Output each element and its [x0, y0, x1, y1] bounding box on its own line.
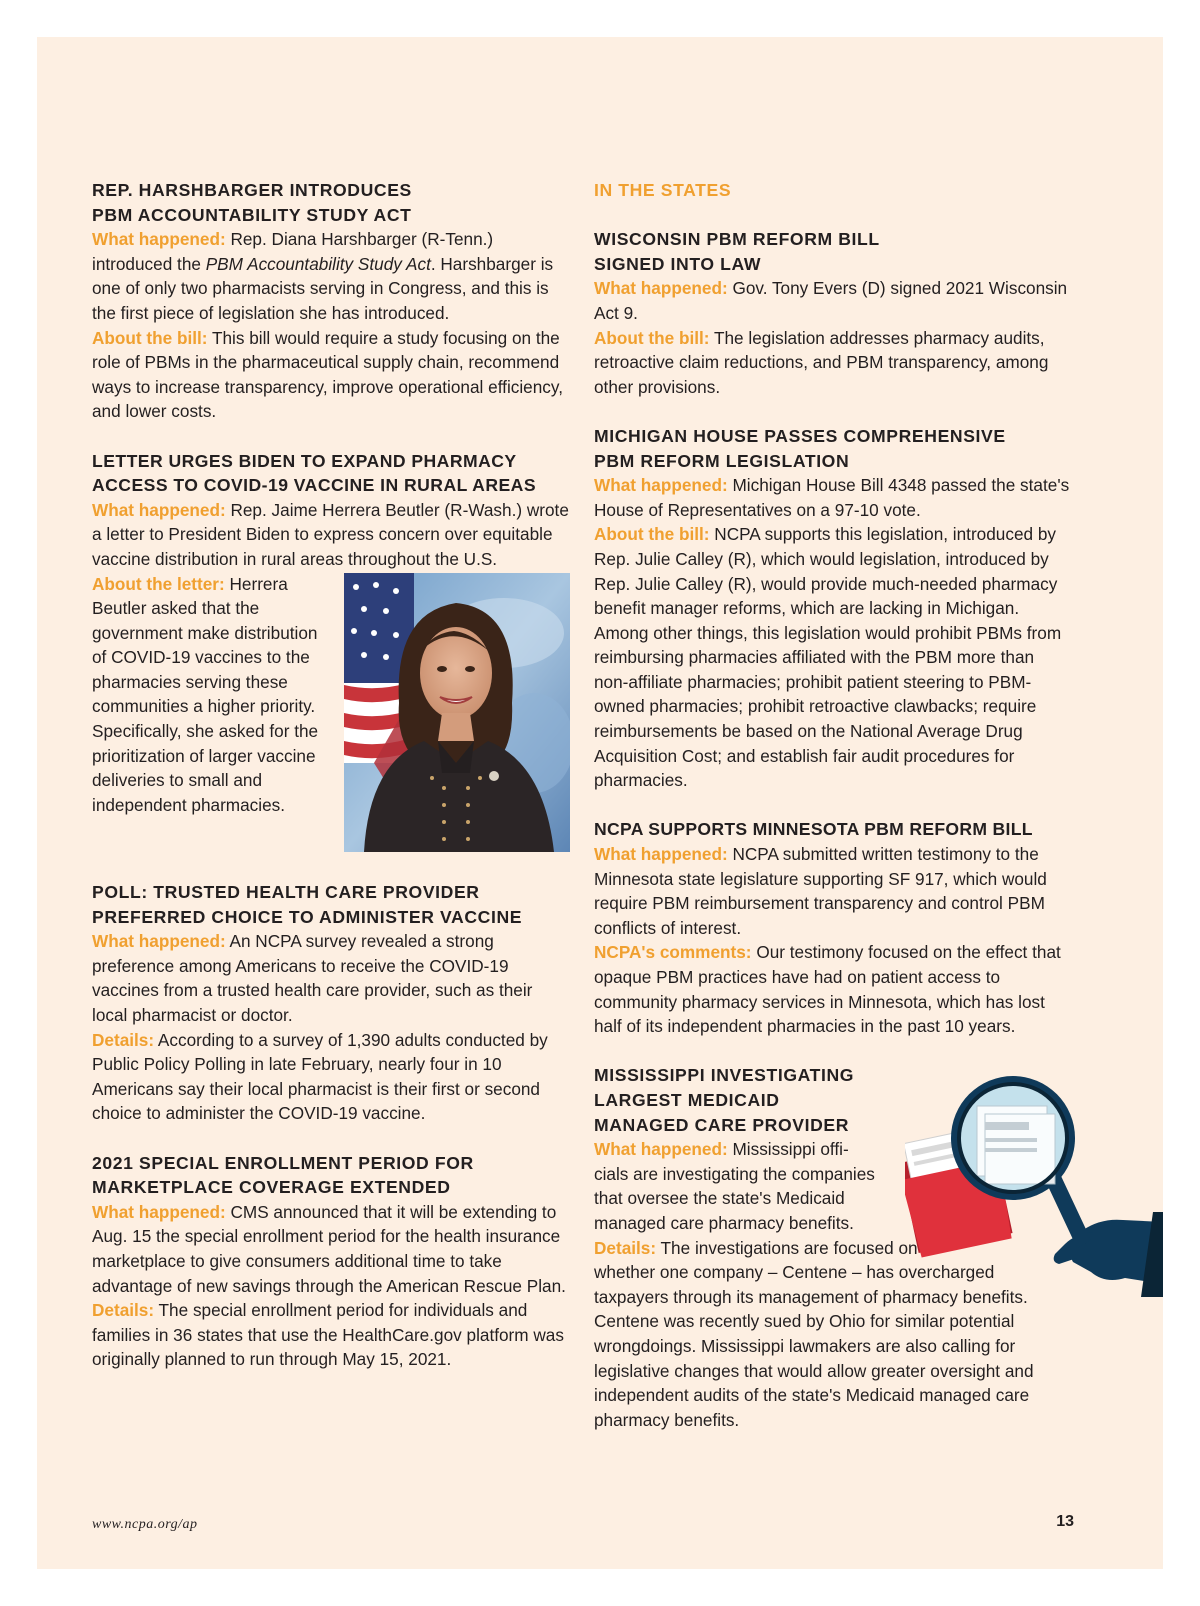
article-headline: NCPA SUPPORTS MINNESOTA PBM REFORM BILL	[594, 819, 1033, 840]
article-headline: MISSISSIPPI INVESTIGATING LARGEST MEDICAID MANAGED CARE PROVIDER	[594, 1065, 855, 1135]
article-wisconsin	[594, 227, 1072, 399]
what-happened-paragraph: What happened: Rep. Diana Harshbarger (R-Tenn.) introduced the PBM Accountability Study Act. Harshbarger is one of only two pharmacists serving in Congress, and this is the first piece of legislation she has introduced.	[92, 229, 554, 323]
what-happened-paragraph: What happened: NCPA submitted written testimony to the Minnesota state legislature supporting SF 917, which would require PBM reimbursement transparency and control PBM conflicts of interest.	[594, 844, 1047, 938]
what-happened-paragraph: What happened: Michigan House Bill 4348 passed the state's House of Representatives on a 97-10 vote.	[594, 475, 1070, 520]
details-paragraph: Details: According to a survey of 1,390 adults conducted by Public Policy Polling in late February, nearly four in 10 Americans say their local pharmacist is their first or second choice to administer the COVID-19 vaccine.	[92, 1029, 548, 1124]
what-happened-label: What happened:	[594, 475, 728, 496]
article-headline: MICHIGAN HOUSE PASSES COMPREHENSIVE PBM REFORM LEGISLATION	[594, 425, 1006, 471]
article-headline: LETTER URGES BIDEN TO EXPAND PHARMACY ACCESS TO COVID-19 VACCINE IN RURAL AREAS	[92, 450, 537, 496]
act-title: PBM Accountability Study Act	[205, 253, 431, 274]
about-letter-label: About the letter:	[92, 573, 225, 594]
article-headline: 2021 SPECIAL ENROLLMENT PERIOD FOR MARKETPLACE COVERAGE EXTENDED	[92, 1152, 474, 1198]
what-happened-label: What happened:	[594, 278, 728, 299]
what-happened-label: What happened:	[92, 499, 226, 520]
about-bill-paragraph: About the bill: This bill would require a study focusing on the role of PBMs in the pharmaceutical supply chain, recommend ways to increase transparency, improve operational efficiency, and lower costs.	[92, 327, 563, 422]
what-happened-label: What happened:	[92, 1201, 226, 1222]
details-label: Details:	[92, 1300, 155, 1321]
details-paragraph: Details: The special enrollment period for individuals and families in 36 states that use the HealthCare.gov platform was originally planned to run through May 15, 2021.	[92, 1300, 564, 1370]
section-kicker: IN THE STATES	[594, 180, 732, 200]
comments-paragraph: NCPA's comments: Our testimony focused on the effect that opaque PBM practices have had on patient access to community pharmacy services in Minnesota, which has lost half of its independent pharmacies in the past 10 years.	[594, 942, 1061, 1037]
article-michigan	[594, 424, 1072, 793]
article-harshbarger	[92, 178, 570, 424]
about-bill-paragraph: About the bill: The legislation addresses pharmacy audits, retroactive claim reductions, and PBM transparency, among other provisions.	[594, 327, 1049, 397]
what-happened-label: What happened:	[92, 931, 226, 952]
article-headline: WISCONSIN PBM REFORM BILL SIGNED INTO LAW	[594, 229, 880, 274]
page-number: 13	[1056, 1513, 1074, 1530]
article-minnesota	[594, 817, 1072, 1038]
what-happened-paragraph: What happened: CMS announced that it will be extending to Aug. 15 the special enrollment period for the health insurance marketplace to give consumers additional time to take advantage of new savings through the American Rescue Plan.	[92, 1201, 566, 1296]
footer-url: www.ncpa.org/ap	[92, 1517, 198, 1532]
about-bill-label: About the bill:	[594, 524, 710, 545]
about-letter-paragraph: About the letter: Herrera Beutler asked that the government make distribution of COVID-19 vaccines to the pharmacies serving these communities a higher priority. Specifically, she asked for the prioritization of larger vaccine deliveries to small and independent pharmacies.	[92, 573, 319, 815]
what-happened-label: What happened:	[92, 229, 226, 250]
what-happened-label: What happened:	[594, 844, 728, 865]
about-bill-label: About the bill:	[594, 327, 710, 348]
details-label: Details:	[92, 1029, 155, 1050]
article-enrollment	[92, 1151, 570, 1372]
what-happened-paragraph: What happened: Rep. Jaime Herrera Beutler (R-Wash.) wrote a letter to President Biden to express concern over equitable vaccine distribution in rural areas throughout the U.S.	[92, 499, 569, 569]
article-headline: REP. HARSHBARGER INTRODUCES PBM ACCOUNTABILITY STUDY ACT	[92, 180, 412, 225]
article-biden-letter	[92, 449, 570, 856]
comments-label: NCPA's comments:	[594, 942, 752, 963]
what-happened-paragraph: What happened: Mississippi offi- cials are investigating the companies that oversee the state's Medicaid managed care pharmacy benefits.	[594, 1139, 875, 1233]
portrait-photo	[344, 573, 570, 852]
what-happened-label: What happened:	[594, 1139, 728, 1160]
article-poll	[92, 880, 570, 1126]
page	[37, 37, 1163, 1569]
details-label: Details:	[594, 1237, 657, 1258]
about-bill-label: About the bill:	[92, 327, 208, 348]
magnifying-glass-folder-illustration	[905, 1072, 1163, 1342]
about-bill-paragraph: About the bill: NCPA supports this legislation, introduced by Rep. Julie Calley (R), which would legislation, introduced by Rep. Julie Calley (R), would provide much-needed pharmacy benefit manager reforms, which are lacking in Michigan. Among other things, this legislation would prohibit PBMs from reimbursing pharmacies affiliated with the PBM more than non-affiliate pharmacies; prohibit patient steering to PBM-owned pharmacies; prohibit retroactive clawbacks; require reimbursements be based on the National Average Drug Acquisition Cost; and establish fair audit procedures for pharmacies.	[594, 524, 1062, 791]
details-paragraph: Details: The investigations are focused on whether one company – Centene – has overcharged taxpayers through its management of pharmacy benefits. Centene was recently sued by Ohio for similar potential wrongdoings. Mississippi lawmakers are also calling for legislative changes that would allow greater oversight and independent audits of the state's Medicaid managed care pharmacy benefits.	[594, 1237, 1034, 1430]
what-happened-paragraph: What happened: Gov. Tony Evers (D) signed 2021 Wisconsin Act 9.	[594, 278, 1068, 323]
left-column	[92, 178, 570, 1372]
what-happened-paragraph: What happened: An NCPA survey revealed a strong preference among Americans to receive the COVID-19 vaccines from a trusted health care provider, such as their local pharmacist or doctor.	[92, 931, 533, 1026]
article-headline: POLL: TRUSTED HEALTH CARE PROVIDER PREFERRED CHOICE TO ADMINISTER VACCINE	[92, 882, 523, 927]
